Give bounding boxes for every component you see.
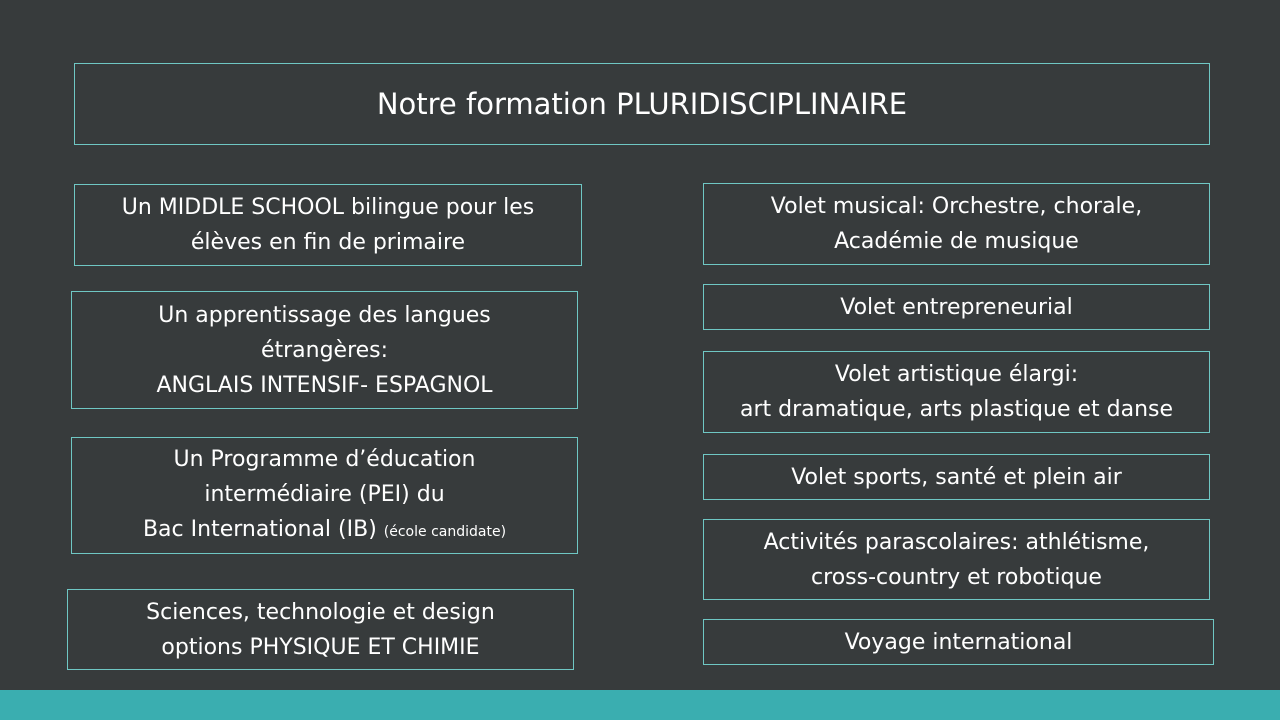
box-line: Volet entrepreneurial — [840, 294, 1073, 320]
box-line: cross-country et robotique — [811, 564, 1102, 590]
slide-title: Notre formation PLURIDISCIPLINAIRE — [376, 87, 908, 121]
slide-title-box — [74, 63, 1210, 145]
box-artistic — [703, 351, 1210, 433]
candidate-note: (école candidate) — [383, 523, 507, 540]
box-line: ANGLAIS INTENSIF- ESPAGNOL — [156, 372, 493, 398]
box-line-last — [143, 512, 506, 550]
box-line: Activités parascolaires: athlétisme, — [763, 529, 1150, 555]
box-line-main: Bac International (IB) — [142, 516, 384, 542]
box-line: Voyage international — [844, 629, 1073, 655]
box-line: Sciences, technologie et design — [146, 599, 495, 625]
box-line: Un Programme d’éducation — [173, 446, 476, 472]
box-line: Volet musical: Orchestre, chorale, — [770, 194, 1143, 219]
box-sciences — [67, 589, 574, 670]
box-line: options PHYSIQUE ET CHIMIE — [161, 634, 480, 660]
box-line: intermédiaire (PEI) du — [204, 481, 445, 507]
box-line: Académie de musique — [834, 229, 1079, 254]
box-line: Volet artistique élargi: — [834, 362, 1079, 387]
bottom-accent-bar — [0, 690, 1280, 720]
box-musical — [703, 183, 1210, 265]
box-entrepreneurial — [703, 284, 1210, 330]
box-extracurricular — [703, 519, 1210, 600]
box-line: étrangères: — [260, 337, 389, 363]
box-line: Volet sports, santé et plein air — [791, 464, 1122, 490]
box-languages — [71, 291, 578, 409]
box-pei-program — [71, 437, 578, 554]
box-middle-school — [74, 184, 582, 266]
box-line: art dramatique, arts plastique et danse — [739, 397, 1174, 422]
box-travel — [703, 619, 1214, 665]
box-line: Un apprentissage des langues — [158, 302, 491, 328]
box-line: élèves en fin de primaire — [190, 230, 466, 255]
box-line: Un MIDDLE SCHOOL bilingue pour les — [121, 195, 535, 220]
box-sports — [703, 454, 1210, 500]
